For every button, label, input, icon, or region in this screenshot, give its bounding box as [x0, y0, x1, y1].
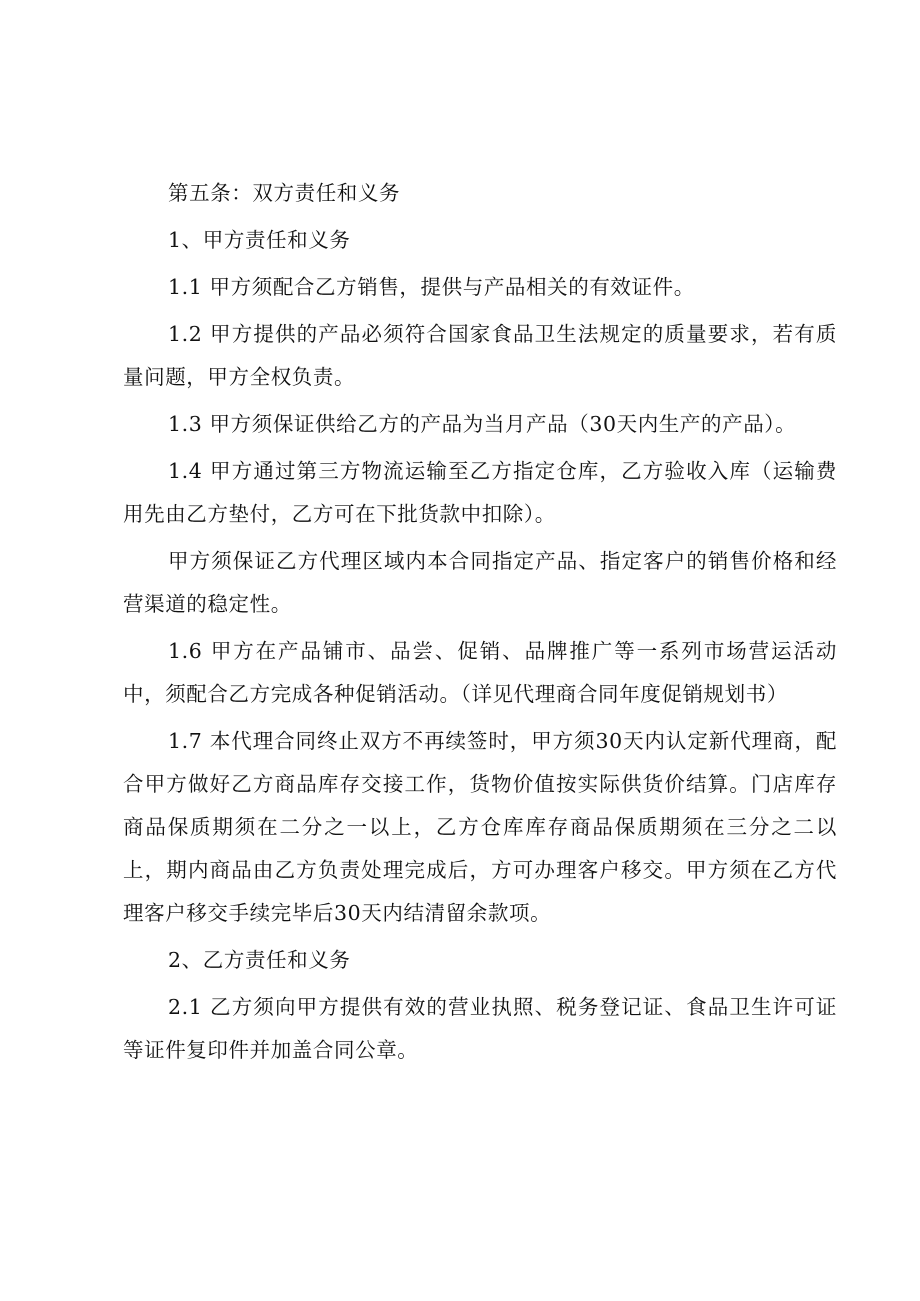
clause-1-5: 甲方须保证乙方代理区域内本合同指定产品、指定客户的销售价格和经营渠道的稳定性。	[123, 549, 837, 616]
clause-1-7: 1.7 本代理合同终止双方不再续签时，甲方须30天内认定新代理商，配合甲方做好乙方商品库存交接工作，货物价值按实际供货价结算。门店库存商品保质期须在二分之一以上，乙方仓库库存商品保质期须在三分之二以上，期内商品由乙方负责处理完成后，方可办理客户移交。甲方须在乙方代理客户移交手续完毕后30天内结清留余款项。	[123, 729, 837, 925]
section-2-title: 2、乙方责任和义务	[168, 948, 351, 972]
clause-1-4: 1.4 甲方通过第三方物流运输至乙方指定仓库，乙方验收入库（运输费用先由乙方垫付，乙方可在下批货款中扣除）。	[123, 459, 837, 526]
section-1-title: 1、甲方责任和义务	[168, 228, 351, 252]
clause-2-1: 2.1 乙方须向甲方提供有效的营业执照、税务登记证、食品卫生许可证等证件复印件并加盖合同公章。	[123, 995, 837, 1062]
clause-1-3: 1.3 甲方须保证供给乙方的产品为当月产品（30天内生产的产品）。	[168, 412, 797, 436]
article-heading: 第五条：双方责任和义务	[168, 181, 401, 205]
clause-1-1: 1.1 甲方须配合乙方销售，提供与产品相关的有效证件。	[168, 275, 695, 299]
document-body	[123, 172, 837, 1076]
clause-1-6: 1.6 甲方在产品铺市、品尝、促销、品牌推广等一系列市场营运活动中，须配合乙方完成各种促销活动。（详见代理商合同年度促销规划书）	[123, 639, 837, 706]
clause-1-2: 1.2 甲方提供的产品必须符合国家食品卫生法规定的质量要求，若有质量问题，甲方全权负责。	[123, 322, 837, 389]
